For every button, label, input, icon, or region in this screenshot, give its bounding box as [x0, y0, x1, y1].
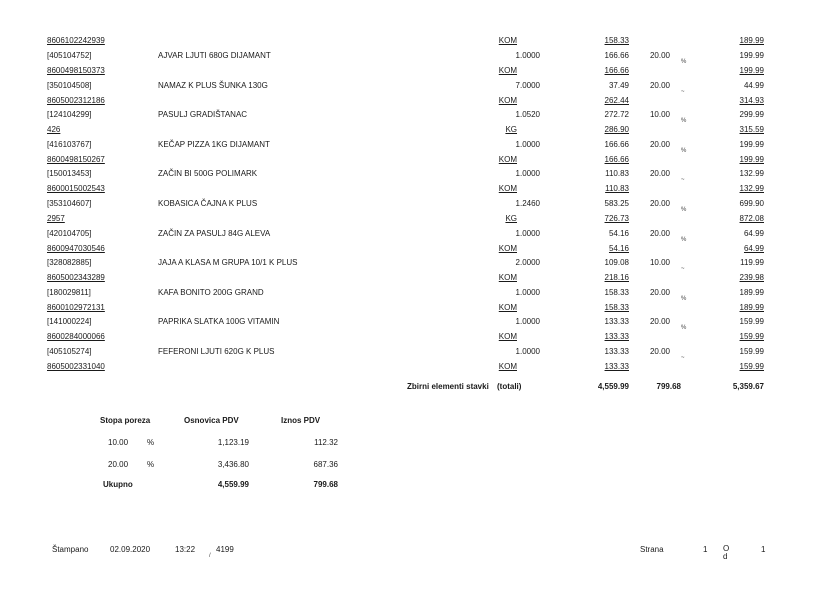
page-of-label: O d: [723, 544, 730, 561]
item-unit-price: 133.33: [604, 347, 629, 356]
item-vat-rate: 20.00: [649, 81, 670, 90]
page-number: 1: [703, 545, 708, 554]
item-name: KOBASICA ČAJNA K PLUS: [158, 199, 258, 208]
item-unit: KG: [505, 214, 517, 223]
item-quantity: 1.0000: [515, 51, 540, 60]
item-barcode: 8600498150267: [47, 155, 105, 164]
item-sku: [420104705]: [47, 229, 92, 238]
vat-marker: %: [681, 118, 687, 124]
item-sku: [405105274]: [47, 347, 92, 356]
item-total: 159.99: [739, 362, 764, 371]
vat-marker: %: [681, 59, 687, 65]
tax-total-amount: 799.68: [313, 480, 338, 489]
item-quantity: 1.0000: [515, 169, 540, 178]
vat-marker: ~: [681, 177, 685, 183]
item-unit-price: 133.33: [604, 317, 629, 326]
item-price-incl-vat: 189.99: [739, 288, 764, 297]
item-unit: KG: [505, 125, 517, 134]
item-price-incl-vat: 159.99: [739, 347, 764, 356]
item-unit-price: 110.83: [605, 169, 629, 178]
tax-amount: 687.36: [313, 460, 338, 469]
item-price-incl-vat: 199.99: [739, 140, 764, 149]
item-vat-rate: 20.00: [649, 199, 670, 208]
item-unit: KOM: [498, 184, 517, 193]
item-vat-rate: 10.00: [649, 110, 670, 119]
item-barcode: 8600102972131: [47, 303, 105, 312]
tax-total-base: 4,559.99: [217, 480, 249, 489]
vat-marker: %: [681, 237, 687, 243]
item-name: PAPRIKA SLATKA 100G VITAMIN: [158, 317, 280, 326]
tax-header-base: Osnovica PDV: [184, 416, 239, 425]
printed-date: 02.09.2020: [110, 545, 151, 554]
item-total: 199.99: [739, 66, 764, 75]
item-unit-price: 54.16: [608, 229, 629, 238]
item-quantity: 1.0000: [515, 347, 540, 356]
item-amount: 158.33: [604, 36, 629, 45]
item-total: 159.99: [739, 332, 764, 341]
item-sku: [405104752]: [47, 51, 92, 60]
item-price-incl-vat: 199.99: [739, 51, 764, 60]
item-unit-price: 37.49: [608, 81, 629, 90]
item-barcode: 8600498150373: [47, 66, 105, 75]
item-amount: 166.66: [604, 66, 629, 75]
item-price-incl-vat: 299.99: [739, 110, 764, 119]
item-quantity: 2.0000: [515, 258, 540, 267]
item-quantity: 1.2460: [515, 199, 540, 208]
page-total: 1: [761, 545, 766, 554]
item-unit: KOM: [498, 303, 517, 312]
item-vat-rate: 20.00: [649, 347, 670, 356]
item-unit: KOM: [498, 36, 517, 45]
item-sku: [328082885]: [47, 258, 92, 267]
totals-label: Zbirni elementi stavki: [407, 382, 489, 391]
totals-vat: 799.68: [656, 382, 681, 391]
item-name: ZAČIN BI 500G POLIMARK: [158, 169, 258, 178]
item-sku: [124104299]: [47, 110, 92, 119]
item-vat-rate: 20.00: [649, 169, 670, 178]
item-amount: 286.90: [604, 125, 629, 134]
item-vat-rate: 20.00: [649, 51, 670, 60]
footer-tick: /: [209, 553, 211, 559]
item-amount: 158.33: [604, 303, 629, 312]
vat-marker: ~: [681, 89, 685, 95]
item-barcode: 8605002343289: [47, 273, 105, 282]
item-price-incl-vat: 64.99: [743, 229, 764, 238]
item-amount: 54.16: [608, 244, 629, 253]
item-name: NAMAZ K PLUS ŠUNKA 130G: [158, 81, 268, 90]
item-barcode: 8600015002543: [47, 184, 105, 193]
item-unit: KOM: [498, 244, 517, 253]
tax-header-amount: Iznos PDV: [281, 416, 321, 425]
item-sku: [150013453]: [47, 169, 92, 178]
item-amount: 726.73: [604, 214, 629, 223]
item-total: 872.08: [739, 214, 764, 223]
item-price-incl-vat: 44.99: [743, 81, 764, 90]
item-amount: 262.44: [604, 96, 629, 105]
item-total: 315.59: [739, 125, 764, 134]
item-name: KAFA BONITO 200G GRAND: [158, 288, 264, 297]
totals-grand: 5,359.67: [732, 382, 764, 391]
item-barcode: 8606102242939: [47, 36, 105, 45]
item-barcode: 426: [47, 125, 61, 134]
item-sku: [180029811]: [47, 288, 91, 297]
item-barcode: 8600947030546: [47, 244, 105, 253]
item-vat-rate: 20.00: [649, 317, 670, 326]
item-total: 189.99: [739, 36, 764, 45]
item-barcode: 8605002312186: [47, 96, 105, 105]
totals-sublabel: (totali): [497, 382, 522, 391]
item-sku: [141000224]: [47, 317, 92, 326]
vat-marker: %: [681, 325, 687, 331]
item-amount: 133.33: [604, 332, 629, 341]
item-unit: KOM: [498, 96, 517, 105]
item-name: FEFERONI LJUTI 620G K PLUS: [158, 347, 275, 356]
tax-rate: 10.00: [108, 438, 129, 447]
item-total: 199.99: [739, 155, 764, 164]
item-name: AJVAR LJUTI 680G DIJAMANT: [158, 51, 271, 60]
item-quantity: 1.0000: [515, 140, 540, 149]
item-vat-rate: 20.00: [649, 288, 670, 297]
item-unit: KOM: [498, 66, 517, 75]
item-vat-rate: 20.00: [649, 229, 670, 238]
item-total: 189.99: [739, 303, 764, 312]
item-name: JAJA A KLASA M GRUPA 10/1 K PLUS: [158, 258, 298, 267]
item-total: 64.99: [743, 244, 764, 253]
document-number: 4199: [216, 545, 234, 554]
printed-time: 13:22: [175, 545, 196, 554]
tax-base: 3,436.80: [217, 460, 249, 469]
item-barcode: 8600284000066: [47, 332, 105, 341]
vat-marker: ~: [681, 266, 685, 272]
item-total: 239.98: [739, 273, 764, 282]
item-total: 132.99: [739, 184, 764, 193]
item-name: PASULJ GRADIŠTANAC: [158, 110, 248, 119]
item-unit-price: 583.25: [604, 199, 629, 208]
item-quantity: 1.0520: [515, 110, 540, 119]
item-name: KEČAP PIZZA 1KG DIJAMANT: [158, 140, 270, 149]
item-quantity: 7.0000: [515, 81, 540, 90]
item-amount: 133.33: [604, 362, 629, 371]
item-barcode: 2957: [47, 214, 65, 223]
item-amount: 166.66: [604, 155, 629, 164]
printed-label: Štampano: [52, 545, 89, 554]
item-unit-price: 158.33: [604, 288, 629, 297]
tax-header-rate: Stopa poreza: [100, 416, 151, 425]
item-price-incl-vat: 159.99: [739, 317, 764, 326]
item-unit: KOM: [498, 332, 517, 341]
tax-amount: 112.32: [314, 438, 338, 447]
item-amount: 218.16: [604, 273, 629, 282]
vat-marker: %: [681, 207, 687, 213]
item-total: 314.93: [739, 96, 764, 105]
item-barcode: 8605002331040: [47, 362, 105, 371]
item-vat-rate: 10.00: [649, 258, 670, 267]
item-unit: KOM: [498, 362, 517, 371]
totals-base: 4,559.99: [597, 382, 629, 391]
item-quantity: 1.0000: [515, 229, 540, 238]
item-unit: KOM: [498, 273, 517, 282]
item-sku: [353104607]: [47, 199, 92, 208]
item-vat-rate: 20.00: [649, 140, 670, 149]
item-amount: 110.83: [605, 184, 629, 193]
item-price-incl-vat: 132.99: [739, 169, 764, 178]
tax-total-label: Ukupno: [103, 480, 133, 489]
item-price-incl-vat: 699.90: [739, 199, 764, 208]
item-unit-price: 166.66: [604, 140, 629, 149]
vat-marker: %: [681, 296, 687, 302]
item-sku: [350104508]: [47, 81, 92, 90]
tax-rate: 20.00: [108, 460, 129, 469]
item-name: ZAČIN ZA PASULJ 84G ALEVA: [158, 229, 271, 238]
tax-base: 1,123.19: [217, 438, 249, 447]
tax-percent-sign: %: [147, 438, 155, 447]
vat-marker: %: [681, 148, 687, 154]
item-unit-price: 272.72: [604, 110, 629, 119]
item-price-incl-vat: 119.99: [740, 258, 764, 267]
item-unit-price: 166.66: [604, 51, 629, 60]
item-quantity: 1.0000: [515, 317, 540, 326]
vat-marker: ~: [681, 355, 685, 361]
item-sku: [416103767]: [47, 140, 92, 149]
tax-percent-sign: %: [147, 460, 155, 469]
item-unit-price: 109.08: [604, 258, 629, 267]
item-unit: KOM: [498, 155, 517, 164]
item-quantity: 1.0000: [515, 288, 540, 297]
page-label: Strana: [640, 545, 664, 554]
